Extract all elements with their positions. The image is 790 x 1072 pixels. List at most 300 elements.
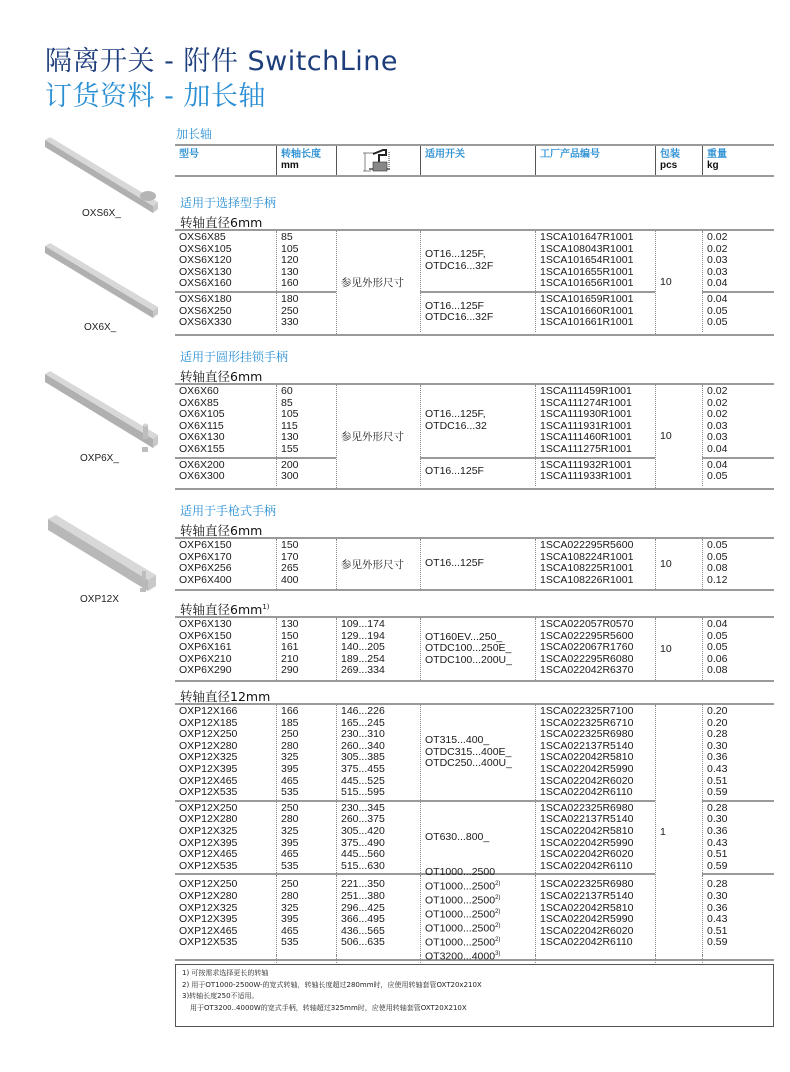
switch-cell <box>425 867 535 879</box>
model-col <box>175 231 276 291</box>
weight-col <box>702 618 774 680</box>
product-code-cell: 1SCA101660R1001 <box>540 304 634 317</box>
weight-cell: 0.28 <box>707 801 728 814</box>
range-cell: 375...455 <box>341 762 385 775</box>
range-col <box>336 875 420 955</box>
model-cell: OXP6X161 <box>179 641 232 654</box>
weight-cell: 0.05 <box>707 641 728 654</box>
switch-cell <box>425 893 535 907</box>
weight-cell: 0.03 <box>707 254 728 267</box>
weight-cell: 0.02 <box>707 408 728 421</box>
length-cell: 250 <box>281 304 299 317</box>
weight-cell: 0.20 <box>707 705 728 717</box>
weight-cell: 0.30 <box>707 889 728 902</box>
product-code-cell: 1SCA111275R1001 <box>540 442 632 455</box>
range-col <box>336 618 420 680</box>
product-ox6x <box>0 243 170 343</box>
range-cell: 445...560 <box>341 848 385 861</box>
switch-text: OTDC100...200U_ <box>425 653 512 666</box>
model-cell: OXP12X250 <box>179 801 238 814</box>
weight-cell: 0.36 <box>707 824 728 837</box>
weight-cell: 0.51 <box>707 848 728 861</box>
switch-cell <box>425 758 535 770</box>
switch-cell <box>425 921 535 935</box>
footnote-ref: 2) <box>495 894 501 901</box>
product-code-cell: 1SCA022325R6710 <box>540 716 634 729</box>
product-code-cell: 1SCA022325R6980 <box>540 878 634 891</box>
code-col <box>535 459 655 486</box>
product-code-cell: 1SCA022325R6980 <box>540 728 634 741</box>
table-header <box>175 144 774 177</box>
product-label: OXP6X_ <box>80 453 119 464</box>
length-cell: 130 <box>281 265 299 278</box>
product-code-cell: 1SCA111932R1001 <box>540 458 632 471</box>
product-oxp6x <box>0 368 170 468</box>
model-cell: OXS6X120 <box>179 254 232 267</box>
weight-cell: 0.43 <box>707 762 728 775</box>
length-cell: 280 <box>281 813 299 826</box>
length-cell: 535 <box>281 859 299 872</box>
weight-cell: 0.02 <box>707 242 728 255</box>
length-col <box>276 459 336 486</box>
footnote-ref: 1) <box>262 602 270 611</box>
switch-cell <box>425 907 535 921</box>
length-cell: 290 <box>281 664 299 677</box>
length-cell: 535 <box>281 936 299 949</box>
footnote-3: 3)转轴长度250不适用。 <box>182 992 259 1000</box>
model-cell: OXP6X290 <box>179 664 232 677</box>
column-divider <box>420 955 421 963</box>
model-cell: OXS6X160 <box>179 277 232 290</box>
range-cell: 515...630 <box>341 859 385 872</box>
model-cell: OX6X200 <box>179 458 225 471</box>
length-cell: 280 <box>281 889 299 902</box>
weight-cell: 0.03 <box>707 419 728 432</box>
length-cell: 330 <box>281 316 299 329</box>
weight-cell: 0.51 <box>707 924 728 937</box>
product-code-cell: 1SCA101654R1001 <box>540 254 634 267</box>
switch-text: OT1000...2500 <box>425 908 496 921</box>
length-cell: 120 <box>281 254 299 267</box>
length-cell: 395 <box>281 762 299 775</box>
column-divider <box>276 955 277 963</box>
product-code-cell: 1SCA022042R6110 <box>540 936 633 949</box>
length-col <box>276 539 336 589</box>
shaft-selector-icon <box>0 128 170 218</box>
product-code-cell: 1SCA022042R6110 <box>540 786 633 799</box>
pcs-cell: 10 <box>655 618 702 680</box>
model-cell: OXS6X130 <box>179 265 232 278</box>
switch-text: OT1000...2500 <box>425 922 496 935</box>
weight-cell: 0.59 <box>707 859 728 872</box>
product-oxp12x <box>0 515 170 615</box>
product-code-cell: 1SCA111930R1001 <box>540 408 632 421</box>
weight-cell: 0.28 <box>707 728 728 741</box>
model-cell: OXP12X325 <box>179 751 238 764</box>
switch-text: OT1000...2500 <box>425 866 496 879</box>
subgroup-title-text: 转轴直径12mm <box>180 689 271 704</box>
model-cell: OXP12X325 <box>179 824 238 837</box>
subgroup-title-text: 转轴直径6mm <box>180 215 263 230</box>
model-cell: OXS6X330 <box>179 316 232 329</box>
model-cell: OXS6X105 <box>179 242 232 255</box>
model-cell: OXP12X395 <box>179 762 238 775</box>
switch-col <box>420 459 535 486</box>
product-code-cell: 1SCA022295R6080 <box>540 652 634 665</box>
product-code-cell: 1SCA022042R6370 <box>540 664 634 677</box>
model-cell: OX6X60 <box>179 385 219 397</box>
product-code-cell: 1SCA111460R1001 <box>540 431 632 444</box>
switch-text: OT16...125F <box>425 557 484 570</box>
switch-cell <box>425 421 535 433</box>
length-cell: 160 <box>281 277 299 290</box>
range-cell: 230...345 <box>341 801 385 814</box>
weight-cell: 0.05 <box>707 304 728 317</box>
model-col <box>175 705 276 800</box>
switch-cell <box>425 949 535 963</box>
col-header-pcs: 包装 pcs <box>655 146 702 175</box>
range-cell: 260...340 <box>341 739 385 752</box>
product-code-cell: 1SCA022042R5810 <box>540 824 634 837</box>
model-col <box>175 618 276 680</box>
switch-text: OT16...125F <box>425 299 484 312</box>
switch-col <box>420 618 535 680</box>
range-cell: 189...254 <box>341 652 385 665</box>
length-cell: 150 <box>281 539 299 551</box>
range-cell: 251...380 <box>341 889 385 902</box>
model-cell: OXP6X170 <box>179 550 232 563</box>
weight-cell: 0.03 <box>707 431 728 444</box>
footnote-1: 1) 可按需求选择更长的转轴 <box>182 969 269 977</box>
length-cell: 535 <box>281 786 299 799</box>
range-cell: 165...245 <box>341 716 385 729</box>
group-title: 适用于手枪式手柄 <box>180 504 277 518</box>
weight-cell: 0.06 <box>707 652 728 665</box>
length-cell: 155 <box>281 442 299 455</box>
product-label: OXS6X_ <box>82 208 121 219</box>
product-code-cell: 1SCA022067R1760 <box>540 641 634 654</box>
group-title: 适用于圆形挂锁手柄 <box>180 350 289 364</box>
length-cell: 85 <box>281 396 293 409</box>
switch-col <box>420 866 535 963</box>
range-cell: 296...425 <box>341 901 385 914</box>
column-divider <box>655 955 656 963</box>
see-dimensions-cell: 参见外形尺寸 <box>336 539 420 589</box>
range-cell: 269...334 <box>341 664 385 677</box>
length-cell: 325 <box>281 751 299 764</box>
switch-text: OTDC100...250E_ <box>425 642 512 655</box>
product-code-cell: 1SCA022137R5140 <box>540 889 634 902</box>
model-cell: OX6X85 <box>179 396 219 409</box>
weight-col <box>702 875 774 955</box>
model-cell: OXP12X465 <box>179 924 238 937</box>
col-header-diagram <box>336 146 420 175</box>
weight-cell: 0.59 <box>707 936 728 949</box>
range-cell: 260...375 <box>341 813 385 826</box>
model-cell: OX6X300 <box>179 470 225 483</box>
switch-col <box>420 802 535 874</box>
product-label: OX6X_ <box>84 322 117 333</box>
code-col <box>535 293 655 332</box>
weight-cell: 0.43 <box>707 836 728 849</box>
model-cell: OXP12X280 <box>179 889 238 902</box>
range-cell: 305...420 <box>341 824 385 837</box>
model-cell: OXS6X85 <box>179 231 226 243</box>
model-cell: OXP12X250 <box>179 728 238 741</box>
switch-cell <box>425 466 535 478</box>
range-cell: 221...350 <box>341 878 385 891</box>
model-col <box>175 539 276 589</box>
model-cell: OXP6X256 <box>179 562 232 575</box>
switch-text: OTDC16...32 <box>425 419 487 432</box>
product-code-cell: 1SCA022137R5140 <box>540 813 634 826</box>
model-cell: OXS6X180 <box>179 293 232 305</box>
product-code-cell: 1SCA022042R5990 <box>540 762 634 775</box>
range-col <box>336 705 420 800</box>
model-cell: OXS6X250 <box>179 304 232 317</box>
range-cell: 515...595 <box>341 786 385 799</box>
length-cell: 210 <box>281 652 299 665</box>
product-code-cell: 1SCA022042R6020 <box>540 924 634 937</box>
switch-col <box>420 705 535 800</box>
see-dimensions-cell: 参见外形尺寸 <box>336 231 420 334</box>
pcs-cell: 10 <box>655 385 702 488</box>
product-code-cell: 1SCA022042R5810 <box>540 901 634 914</box>
product-code-cell: 1SCA022325R6980 <box>540 801 634 814</box>
weight-cell: 0.05 <box>707 316 728 329</box>
model-cell: OXP12X250 <box>179 878 238 891</box>
code-col <box>535 802 655 874</box>
length-col <box>276 875 336 955</box>
code-col <box>535 618 655 680</box>
footnote-3-cont: 用于OT3200..4000W的宽式手柄，转轴超过325mm时，应使用转轴套管OXT20X210X <box>190 1003 467 1012</box>
range-cell: 305...385 <box>341 751 385 764</box>
range-cell: 506...635 <box>341 936 385 949</box>
weight-cell: 0.02 <box>707 396 728 409</box>
model-cell: OXP12X280 <box>179 813 238 826</box>
length-cell: 465 <box>281 848 299 861</box>
model-cell: OXP6X150 <box>179 629 232 642</box>
length-cell: 325 <box>281 901 299 914</box>
weight-cell: 0.05 <box>707 539 728 551</box>
range-cell: 146...226 <box>341 705 385 717</box>
product-code-cell: 1SCA022057R0570 <box>540 618 634 630</box>
weight-cell: 0.04 <box>707 618 728 630</box>
switch-text: OTDC250...400U_ <box>425 757 512 770</box>
product-code-cell: 1SCA101647R1001 <box>540 231 634 243</box>
length-col <box>276 385 336 457</box>
product-code-cell: 1SCA022295R5600 <box>540 539 634 551</box>
weight-cell: 0.05 <box>707 470 728 483</box>
section-title: 加长轴 <box>176 127 213 141</box>
model-cell: OX6X115 <box>179 419 224 432</box>
product-code-cell: 1SCA111274R1001 <box>540 396 632 409</box>
weight-cell: 0.04 <box>707 458 728 471</box>
product-code-cell: 1SCA101659R1001 <box>540 293 634 305</box>
switch-cell <box>425 832 535 844</box>
model-cell: OXP12X325 <box>179 901 238 914</box>
switch-text: OT1000...2500 <box>425 894 496 907</box>
weight-cell: 0.59 <box>707 786 728 799</box>
product-code-cell: 1SCA111459R1001 <box>540 385 632 397</box>
model-cell: OXP12X395 <box>179 836 238 849</box>
length-cell: 395 <box>281 836 299 849</box>
product-code-cell: 1SCA108224R1001 <box>540 550 634 563</box>
model-cell: OXP12X535 <box>179 859 238 872</box>
weight-cell: 0.36 <box>707 751 728 764</box>
switch-cell <box>425 558 535 570</box>
model-cell: OXP12X280 <box>179 739 238 752</box>
footnote-ref: 2) <box>495 937 501 944</box>
switch-text: OTDC16...32F <box>425 311 494 324</box>
range-cell: 129...194 <box>341 629 385 642</box>
product-code-cell: 1SCA111931R1001 <box>540 419 632 432</box>
length-cell: 250 <box>281 728 299 741</box>
length-cell: 200 <box>281 458 299 471</box>
switch-text: OT1000...2500 <box>425 936 496 949</box>
length-cell: 265 <box>281 562 299 575</box>
switch-cell <box>425 935 535 949</box>
switch-text: OT630...800_ <box>425 830 490 843</box>
length-cell: 465 <box>281 774 299 787</box>
product-code-cell: 1SCA101656R1001 <box>540 277 634 290</box>
switch-col <box>420 539 535 589</box>
model-cell: OXP12X465 <box>179 848 238 861</box>
switch-cell <box>425 261 535 273</box>
length-col <box>276 705 336 800</box>
product-code-cell: 1SCA022042R5990 <box>540 913 634 926</box>
weight-cell: 0.02 <box>707 231 728 243</box>
switch-col <box>420 231 535 291</box>
footnotes <box>175 964 774 1027</box>
model-cell: OXP6X210 <box>179 652 232 665</box>
col-header-switch: 适用开关 <box>420 146 535 175</box>
weight-cell: 0.08 <box>707 664 728 677</box>
page-title: 隔离开关 - 附件 SwitchLine <box>45 46 399 77</box>
switch-cell <box>425 655 535 667</box>
model-cell: OXP12X166 <box>179 705 238 717</box>
pcs-cell: 10 <box>655 539 702 589</box>
footnote-ref: 2) <box>495 880 501 887</box>
model-cell: OXP12X395 <box>179 913 238 926</box>
range-cell: 375...490 <box>341 836 385 849</box>
weight-cell: 0.30 <box>707 813 728 826</box>
switch-text: OTDC315...400E_ <box>425 745 512 758</box>
model-cell: OX6X155 <box>179 442 225 455</box>
model-col <box>175 385 276 457</box>
weight-cell: 0.28 <box>707 878 728 891</box>
weight-cell: 0.30 <box>707 739 728 752</box>
weight-col <box>702 231 774 291</box>
model-cell: OXP12X185 <box>179 716 238 729</box>
col-header-model: 型号 <box>179 149 199 160</box>
switch-text: OT16...125F, <box>425 248 486 261</box>
product-code-cell: 1SCA022042R6020 <box>540 848 634 861</box>
shaft-pistol-12-icon <box>0 515 170 595</box>
switch-text: OT1000...2500 <box>425 880 496 893</box>
shaft-plain-icon <box>0 243 170 323</box>
product-code-cell: 1SCA022325R7100 <box>540 705 634 717</box>
product-code-cell: 1SCA101655R1001 <box>540 265 634 278</box>
length-cell: 395 <box>281 913 299 926</box>
length-cell: 250 <box>281 878 299 891</box>
switch-cell <box>425 312 535 324</box>
product-code-cell: 1SCA101661R1001 <box>540 316 634 329</box>
switch-col <box>420 293 535 332</box>
weight-cell: 0.04 <box>707 442 728 455</box>
code-col <box>535 539 655 589</box>
weight-cell: 0.51 <box>707 774 728 787</box>
length-col <box>276 618 336 680</box>
length-cell: 185 <box>281 716 299 729</box>
length-col <box>276 802 336 874</box>
product-code-cell: 1SCA022295R5600 <box>540 629 634 642</box>
shaft-dimension-diagram-icon <box>361 148 397 174</box>
code-col <box>535 875 655 955</box>
weight-cell: 0.04 <box>707 293 728 305</box>
code-col <box>535 705 655 800</box>
page-subtitle: 订货资料 - 加长轴 <box>45 81 266 112</box>
length-cell: 60 <box>281 385 293 397</box>
product-code-cell: 1SCA108043R1001 <box>540 242 634 255</box>
model-cell: OX6X105 <box>179 408 225 421</box>
weight-col <box>702 539 774 589</box>
product-oxs6x <box>0 128 170 228</box>
weight-col <box>702 802 774 874</box>
weight-cell: 0.02 <box>707 385 728 397</box>
weight-cell: 0.08 <box>707 562 728 575</box>
model-cell: OXP12X535 <box>179 936 238 949</box>
column-divider <box>702 955 703 963</box>
subgroup-title-text: 转轴直径6mm <box>180 602 263 617</box>
weight-cell: 0.36 <box>707 901 728 914</box>
product-code-cell: 1SCA022042R6110 <box>540 859 633 872</box>
model-cell: OXP6X400 <box>179 573 232 586</box>
switch-text: OT315...400_ <box>425 734 490 746</box>
length-cell: 180 <box>281 293 299 305</box>
weight-cell: 0.20 <box>707 716 728 729</box>
switch-text: OT3200...4000 <box>425 950 496 963</box>
model-col <box>175 293 276 332</box>
weight-col <box>702 705 774 800</box>
weight-cell: 0.12 <box>707 573 728 586</box>
product-code-cell: 1SCA022137R5140 <box>540 739 634 752</box>
range-cell: 140...205 <box>341 641 385 654</box>
product-code-cell: 1SCA108226R1001 <box>540 573 634 586</box>
range-cell: 445...525 <box>341 774 385 787</box>
length-cell: 115 <box>281 419 298 432</box>
model-col <box>175 802 276 874</box>
product-label: OXP12X <box>80 594 119 605</box>
length-cell: 105 <box>281 408 299 421</box>
switch-text: OT16...125F, <box>425 408 486 421</box>
model-cell: OX6X130 <box>179 431 225 444</box>
length-cell: 105 <box>281 242 299 255</box>
range-col <box>336 802 420 874</box>
shaft-pistol-icon <box>0 368 170 463</box>
model-cell: OXP12X535 <box>179 786 238 799</box>
weight-cell: 0.03 <box>707 265 728 278</box>
switch-text: OT160EV...250_ <box>425 630 503 643</box>
weight-cell: 0.05 <box>707 550 728 563</box>
length-cell: 161 <box>281 641 299 654</box>
switch-col <box>420 385 535 457</box>
length-col <box>276 293 336 332</box>
col-header-product-code: 工厂产品编号 <box>535 146 655 175</box>
range-cell: 230...310 <box>341 728 385 741</box>
footnote-ref: 2) <box>495 908 501 915</box>
length-cell: 130 <box>281 431 299 444</box>
